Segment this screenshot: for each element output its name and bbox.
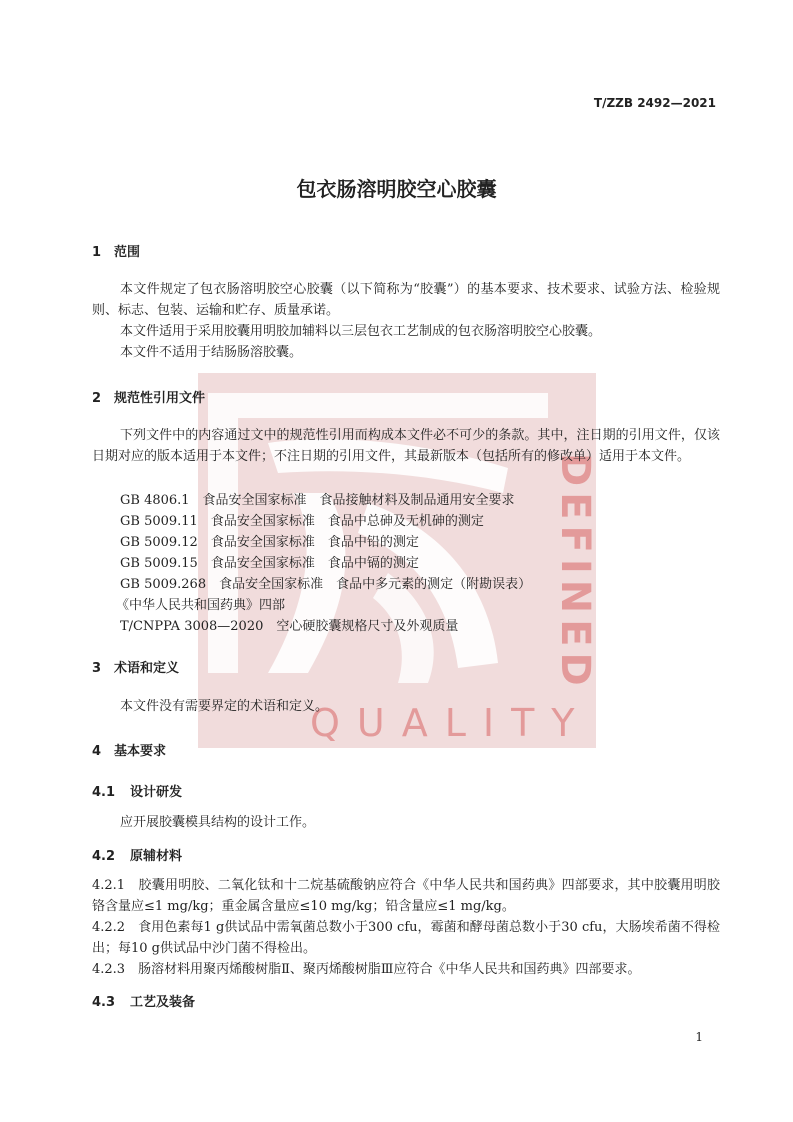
- reference-item: 《中华人民共和国药典》四部: [116, 598, 286, 613]
- section-number: 3: [92, 661, 102, 676]
- section-title: 规范性引用文件: [114, 391, 206, 406]
- section-number: 1: [92, 245, 102, 260]
- section-2-heading: [92, 387, 205, 406]
- document-title: 包衣肠溶明胶空心胶囊: [296, 177, 497, 201]
- subsection-number: 4.1: [92, 785, 116, 800]
- subsection-4-1-heading: [92, 781, 182, 800]
- section-1-heading: [92, 241, 140, 260]
- section-4-heading: [92, 740, 166, 759]
- clause-text: 肠溶材料用聚丙烯酸树脂Ⅱ、聚丙烯酸树脂Ⅲ应符合《中华人民共和国药典》四部要求。: [138, 962, 641, 977]
- reference-item: GB 5009.268 食品安全国家标准 食品中多元素的测定（附勘误表）: [120, 577, 532, 592]
- section-number: 4: [92, 744, 102, 759]
- scope-paragraph-1: 本文件规定了包衣肠溶明胶空心胶囊（以下简称为“胶囊”）的基本要求、技术要求、试验方法、检验规则、标志、包装、运输和贮存、质量承诺。: [92, 282, 720, 318]
- reference-item: GB 4806.1 食品安全国家标准 食品接触材料及制品通用安全要求: [120, 493, 515, 508]
- design-paragraph: 应开展胶囊模具结构的设计工作。: [120, 815, 316, 830]
- subsection-title: 工艺及装备: [130, 995, 196, 1010]
- reference-item: T/CNPPA 3008—2020 空心硬胶囊规格尺寸及外观质量: [120, 619, 459, 634]
- section-title: 术语和定义: [114, 661, 180, 676]
- clause-number: 4.2.3: [92, 962, 126, 977]
- subsection-4-3-heading: [92, 991, 195, 1010]
- clause-number: 4.2.1: [92, 878, 126, 893]
- document-number: T/ZZB 2492—2021: [593, 96, 716, 110]
- clause-4-2-3: [92, 959, 720, 980]
- watermark-defined-text: DEFINED: [552, 453, 598, 692]
- reference-item: GB 5009.12 食品安全国家标准 食品中铅的测定: [120, 535, 419, 550]
- section-title: 范围: [114, 245, 141, 260]
- clause-text: 胶囊用明胶、二氧化钛和十二烷基硫酸钠应符合《中华人民共和国药典》四部要求，其中胶囊用明胶铬含量应≤1 mg/kg；重金属含量应≤10 mg/kg；铅含量应≤1 mg/kg。: [92, 878, 720, 914]
- clause-4-2-2: [92, 917, 720, 959]
- section-3-heading: [92, 657, 179, 676]
- page-number: 1: [695, 1030, 703, 1044]
- section-title: 基本要求: [114, 744, 167, 759]
- references-intro: 下列文件中的内容通过文中的规范性引用而构成本文件必不可少的条款。其中，注日期的引用文件，仅该日期对应的版本适用于本文件；不注日期的引用文件，其最新版本（包括所有的修改单）适用于本文件。: [92, 428, 720, 464]
- subsection-title: 原辅材料: [130, 849, 183, 864]
- watermark-quality-text: QUALITY: [310, 701, 592, 745]
- clause-number: 4.2.2: [92, 920, 126, 935]
- subsection-number: 4.3: [92, 995, 116, 1010]
- reference-item: GB 5009.11 食品安全国家标准 食品中总砷及无机砷的测定: [120, 514, 484, 529]
- scope-paragraph-3: 本文件不适用于结肠肠溶胶囊。: [120, 345, 303, 360]
- reference-item: GB 5009.15 食品安全国家标准 食品中镉的测定: [120, 556, 419, 571]
- scope-paragraph-2: 本文件适用于采用胶囊用明胶加辅料以三层包衣工艺制成的包衣肠溶明胶空心胶囊。: [120, 324, 602, 339]
- section-number: 2: [92, 391, 102, 406]
- subsection-4-2-heading: [92, 845, 182, 864]
- terms-paragraph: 本文件没有需要界定的术语和定义。: [120, 699, 329, 714]
- clause-text: 食用色素每1 g供试品中需氧菌总数小于300 cfu，霉菌和酵母菌总数小于30 cfu，大肠埃希菌不得检出；每10 g供试品中沙门菌不得检出。: [92, 920, 720, 956]
- subsection-title: 设计研发: [130, 785, 183, 800]
- clause-4-2-1: [92, 875, 720, 917]
- subsection-number: 4.2: [92, 849, 116, 864]
